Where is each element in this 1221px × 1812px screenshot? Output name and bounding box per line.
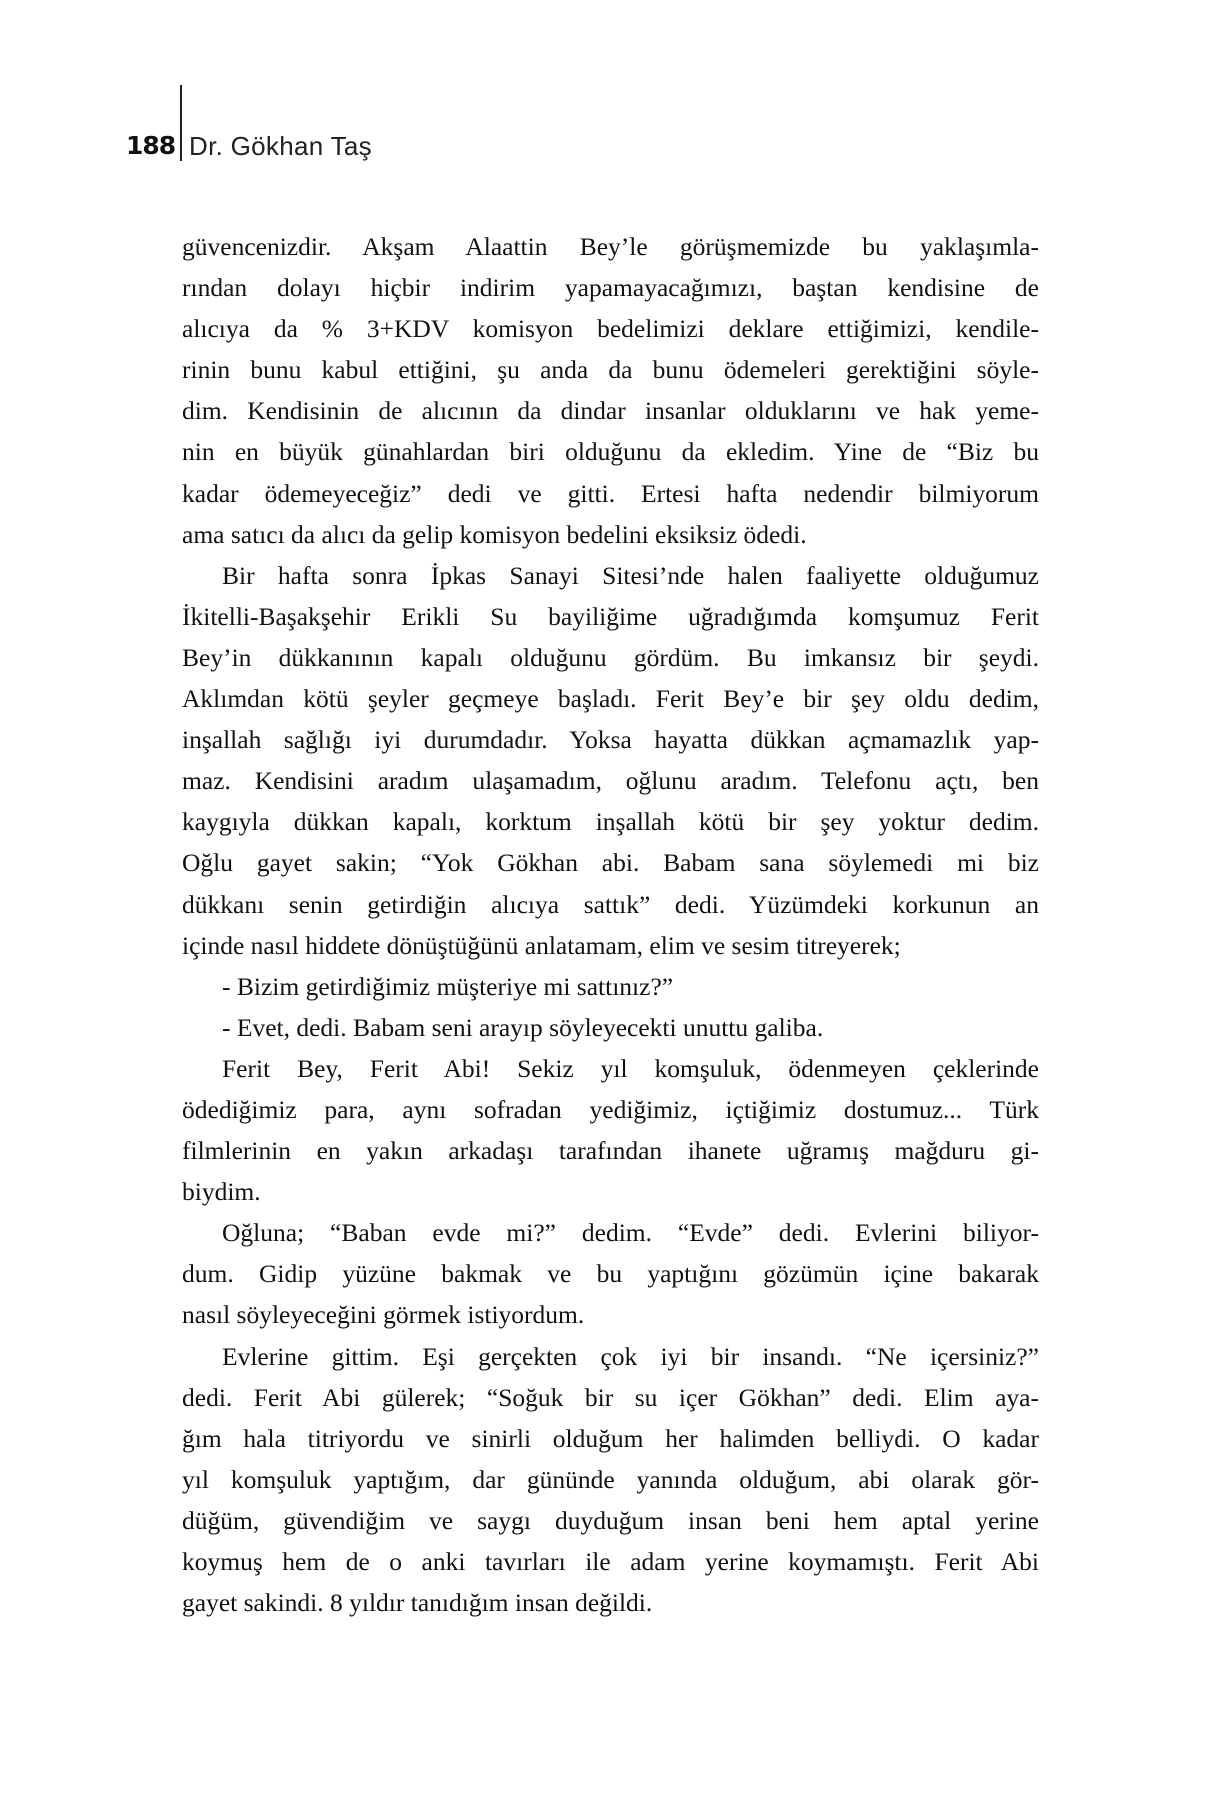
text-line: Ferit Bey, Ferit Abi! Sekiz yıl komşuluk, ödenmeyen çeklerinde [222, 1053, 1039, 1083]
text-line: güvencenizdir. Akşam Alaattin Bey’le görüşmemizde bu yaklaşımla- [182, 232, 1039, 261]
paragraph [182, 226, 1039, 555]
text-line: - Bizim getirdiğimiz müşteriye mi sattınız?” [222, 971, 674, 1001]
text-line: İkitelli-Başakşehir Erikli Su bayiliğime uğradığımda komşumuz Ferit [182, 601, 1039, 631]
header-divider [180, 85, 182, 161]
text-line: Oğlu gayet sakin; “Yok Gökhan abi. Babam sana söylemedi mi biz [182, 848, 1039, 878]
text-line: ödediğimiz para, aynı sofradan yediğimiz, içtiğimiz dostumuz... Türk [182, 1094, 1039, 1124]
text-line: rından dolayı hiçbir indirim yapamayacağımızı, baştan kendisine de [182, 273, 1039, 303]
page-number: 188 [126, 131, 176, 160]
text-line: alıcıya da % 3+KDV komisyon bedelimizi deklare ettiğimizi, kendile- [182, 314, 1039, 344]
paragraph [182, 1048, 1039, 1212]
text-line: ama satıcı da alıcı da gelip komisyon bedelini eksiksiz ödedi. [182, 519, 807, 549]
running-head-author: Dr. Gökhan Taş [189, 131, 372, 161]
text-line: - Evet, dedi. Babam seni arayıp söyleyecekti unuttu galiba. [222, 1012, 824, 1042]
text-line: dum. Gidip yüzüne bakmak ve bu yaptığını gözümün içine bakarak [182, 1259, 1039, 1289]
text-line: biydim. [182, 1177, 261, 1207]
page-header [0, 0, 1221, 180]
text-line: gayet sakindi. 8 yıldır tanıdığım insan değildi. [182, 1588, 653, 1618]
text-line: dükkanı senin getirdiğin alıcıya sattık” dedi. Yüzümdeki korkunun an [182, 889, 1039, 919]
paragraph [182, 1336, 1039, 1624]
text-line: düğüm, güvendiğim ve saygı duyduğum insan beni hem aptal yerine [182, 1505, 1039, 1535]
text-line: inşallah sağlığı iyi durumdadır. Yoksa hayatta dükkan açmamazlık yap- [182, 725, 1039, 755]
text-line: içinde nasıl hiddete dönüştüğünü anlatamam, elim ve sesim titreyerek; [182, 930, 901, 960]
text-line: nin en büyük günahlardan biri olduğunu da ekledim. Yine de “Biz bu [182, 437, 1039, 467]
text-line: kadar ödemeyeceğiz” dedi ve gitti. Ertesi hafta nedendir bilmiyorum [182, 478, 1039, 508]
text-line: Bir hafta sonra İpkas Sanayi Sitesi’nde halen faaliyette olduğumuz [222, 560, 1039, 590]
text-line: nasıl söyleyeceğini görmek istiyordum. [182, 1300, 585, 1330]
text-line: dedi. Ferit Abi gülerek; “Soğuk bir su içer Gökhan” dedi. Elim aya- [182, 1382, 1039, 1412]
paragraph [182, 966, 1039, 1007]
paragraph [182, 555, 1039, 966]
text-line: Evlerine gittim. Eşi gerçekten çok iyi bir insandı. “Ne içersiniz?” [222, 1341, 1039, 1371]
text-line: dim. Kendisinin de alıcının da dindar insanlar olduklarını ve hak yeme- [182, 396, 1039, 426]
body-text [182, 226, 1039, 1623]
text-line: ğım hala titriyordu ve sinirli olduğum her halimden belliydi. O kadar [182, 1423, 1039, 1453]
text-line: maz. Kendisini aradım ulaşamadım, oğlunu aradım. Telefonu açtı, ben [182, 766, 1039, 796]
text-line: kaygıyla dükkan kapalı, korktum inşallah kötü bir şey yoktur dedim. [182, 807, 1039, 837]
text-line: rinin bunu kabul ettiğini, şu anda da bunu ödemeleri gerektiğini söyle- [182, 355, 1039, 385]
paragraph [182, 1007, 1039, 1048]
text-line: Bey’in dükkanının kapalı olduğunu gördüm. Bu imkansız bir şeydi. [182, 642, 1039, 672]
text-line: Oğluna; “Baban evde mi?” dedim. “Evde” dedi. Evlerini biliyor- [222, 1218, 1039, 1248]
text-line: Aklımdan kötü şeyler geçmeye başladı. Ferit Bey’e bir şey oldu dedim, [182, 684, 1039, 714]
text-line: koymuş hem de o anki tavırları ile adam yerine koymamıştı. Ferit Abi [182, 1547, 1039, 1576]
paragraph [182, 1212, 1039, 1335]
text-line: filmlerinin en yakın arkadaşı tarafından ihanete uğramış mağduru gi- [182, 1136, 1039, 1166]
text-line: yıl komşuluk yaptığım, dar gününde yanında olduğum, abi olarak gör- [182, 1464, 1039, 1494]
